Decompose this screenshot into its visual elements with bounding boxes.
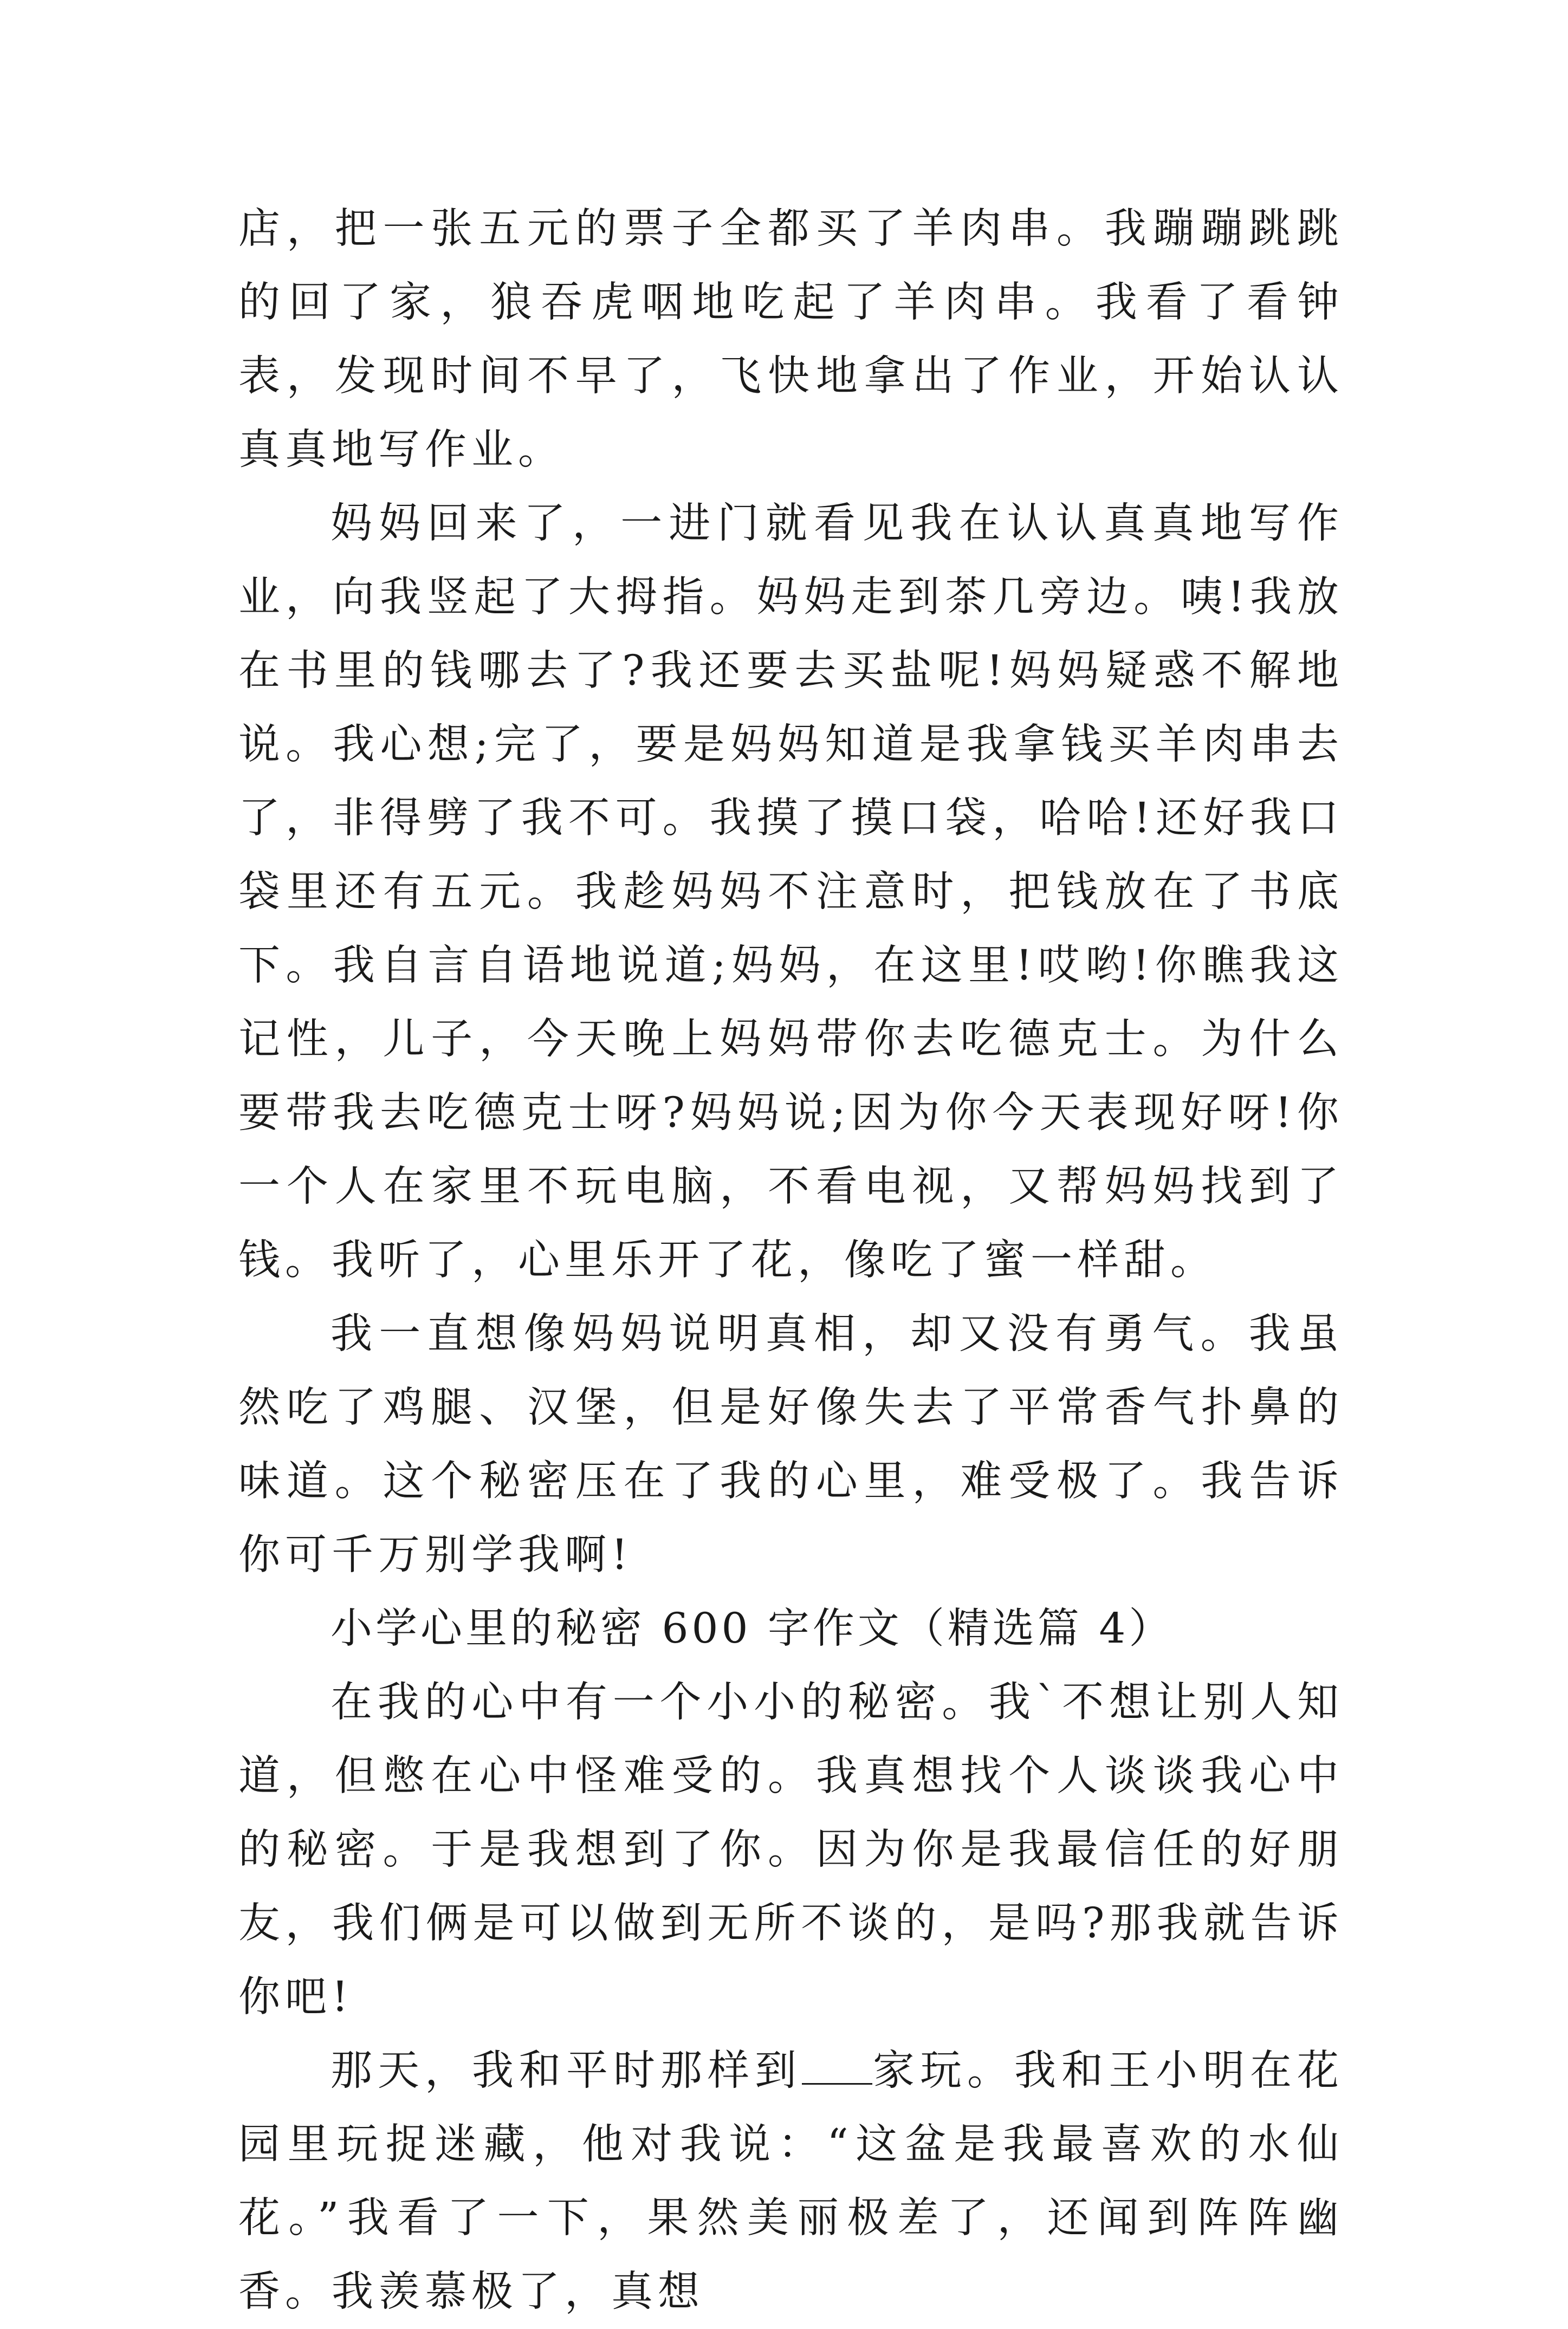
document-body [238, 192, 1344, 2329]
paragraph-continued: 店，把一张五元的票子全都买了羊肉串。我蹦蹦跳跳的回了家，狼吞虎咽地吃起了羊肉串。我看了看钟表，发现时间不早了，飞快地拿出了作业，开始认认真真地写作业。 [238, 205, 1344, 474]
paragraph-secret: 在我的心中有一个小小的秘密。我`不想让别人知道，但憋在心中怪难受的。我真想找个人谈谈我心中的秘密。于是我想到了你。因为你是我最信任的好朋友，我们俩是可以做到无所不谈的，是吗?那我就告诉你吧! [238, 1678, 1344, 2021]
section-heading: 小学心里的秘密 600 字作文（精选篇 4） [331, 1605, 1174, 1653]
paragraph-that-day-rest: 家玩。我和王小明在花园里玩捉迷藏，他对我说：“这盆是我最喜欢的水仙花。”我看了一下，果然美丽极差了，还闻到阵阵幽香。我羡慕极了，真想 [238, 2047, 1344, 2316]
fill-in-blank [802, 2051, 872, 2085]
paragraph-that-day [238, 2034, 1344, 2329]
paragraph-mom-returns: 妈妈回来了，一进门就看见我在认认真真地写作业，向我竖起了大拇指。妈妈走到茶几旁边。咦!我放在书里的钱哪去了?我还要去买盐呢!妈妈疑惑不解地说。我心想;完了，要是妈妈知道是我拿钱买羊肉串去了，非得劈了我不可。我摸了摸口袋，哈哈!还好我口袋里还有五元。我趁妈妈不注意时，把钱放在了书底下。我自言自语地说道;妈妈，在这里!哎哟!你瞧我这记性，儿子，今天晚上妈妈带你去吃德克士。为什么要带我去吃德克士呀?妈妈说;因为你今天表现好呀!你一个人在家里不玩电脑，不看电视，又帮妈妈找到了钱。我听了，心里乐开了花，像吃了蜜一样甜。 [238, 499, 1344, 1284]
paragraph-that-day-start: 那天，我和平时那样到 [331, 2047, 802, 2095]
paragraph-truth: 我一直想像妈妈说明真相，却又没有勇气。我虽然吃了鸡腿、汉堡，但是好像失去了平常香气扑鼻的味道。这个秘密压在了我的心里，难受极了。我告诉你可千万别学我啊! [238, 1310, 1344, 1579]
